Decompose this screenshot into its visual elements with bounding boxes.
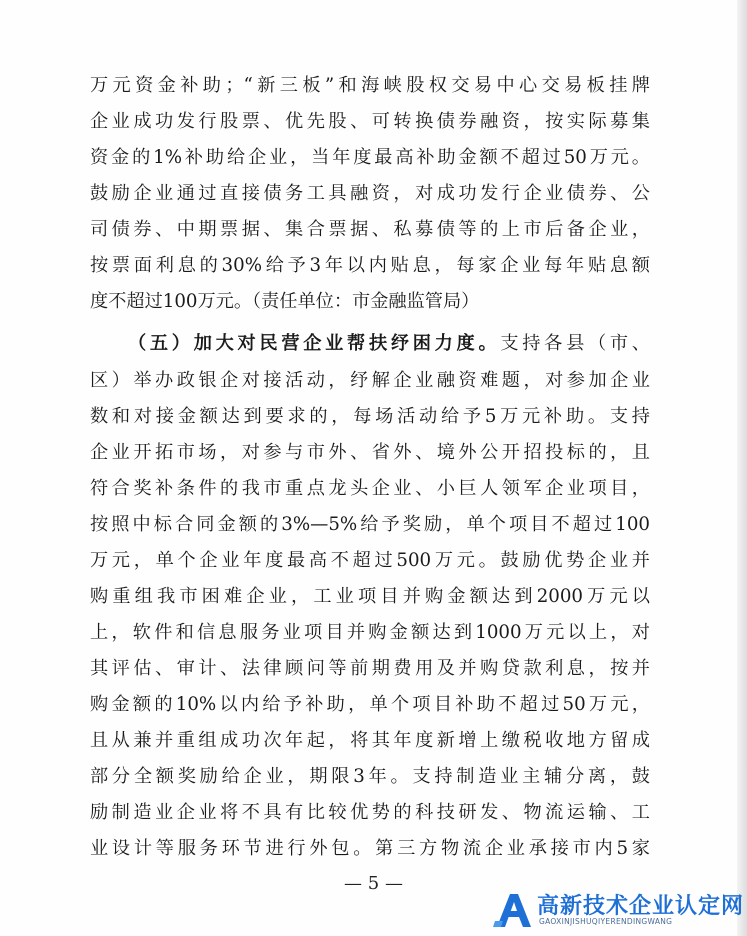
text-line: 购重组我市困难企业，工业项目并购金额达到2000万元以: [90, 586, 650, 607]
text-line: 万元资金补助；“新三板”和海峡股权交易中心交易板挂牌: [90, 75, 650, 96]
text-line: 业设计等服务环节进行外包。第三方物流企业承接市内5家: [90, 838, 650, 859]
text-line: 购金额的10%以内给予补助，单个项目补助不超过50万元，: [90, 694, 650, 715]
page-edge-shadow: [737, 0, 747, 936]
section-line: [128, 326, 650, 362]
text-line: 资金的1%补助给企业，当年度最高补助金额不超过50万元。: [90, 147, 650, 168]
watermark: [493, 889, 743, 933]
text-line: 万元，单个企业年度最高不超过500万元。鼓励优势企业并: [90, 550, 650, 571]
text-line: 数和对接金额达到要求的，每场活动给予5万元补助。支持: [90, 406, 650, 427]
text-line: 鼓励企业通过直接债务工具融资，对成功发行企业债券、公: [90, 183, 650, 204]
section-intro: 支持各县（市、: [500, 333, 650, 354]
section-heading: （五）加大对民营企业帮扶纾困力度。: [128, 333, 501, 354]
text-line: 励制造业企业将不具有比较优势的科技研发、物流运输、工: [90, 802, 650, 823]
text-line: 司债券、中期票据、集合票据、私募债等的上市后备企业，: [90, 219, 650, 240]
text-line: 部分全额奖励给企业，期限3年。支持制造业主辅分离，鼓: [90, 766, 650, 787]
text-line: 度不超过100万元。（责任单位：市金融监管局）: [90, 291, 480, 312]
text-line: 且从兼并重组成功次年起，将其年度新增上缴税收地方留成: [90, 730, 650, 751]
text-line: 上，软件和信息服务业项目并购金额达到1000万元以上，对: [90, 622, 650, 643]
text-line: 企业开拓市场，对参与市外、省外、境外公开招投标的，且: [90, 442, 650, 463]
text-line: 企业成功发行股票、优先股、可转换债券融资，按实际募集: [90, 111, 650, 132]
text-line: 按票面利息的30%给予3年以内贴息，每家企业每年贴息额: [90, 255, 650, 276]
text-line: 符合奖补条件的我市重点龙头企业、小巨人领军企业项目，: [90, 478, 650, 499]
watermark-title: 高新技术企业认定网: [537, 894, 745, 919]
text-line: 其评估、审计、法律顾问等前期费用及并购贷款利息，按并: [90, 658, 650, 679]
text-line: 按照中标合同金额的3%—5%给予奖励，单个项目不超过100: [90, 514, 650, 535]
page-number: — 5 —: [344, 873, 403, 894]
text-line: 区）举办政银企对接活动，纾解企业融资难题，对参加企业: [90, 370, 650, 391]
watermark-subtitle: GAOXINJISHUQIYERENDINGWANG: [539, 917, 673, 926]
logo-a-icon: [493, 891, 533, 929]
